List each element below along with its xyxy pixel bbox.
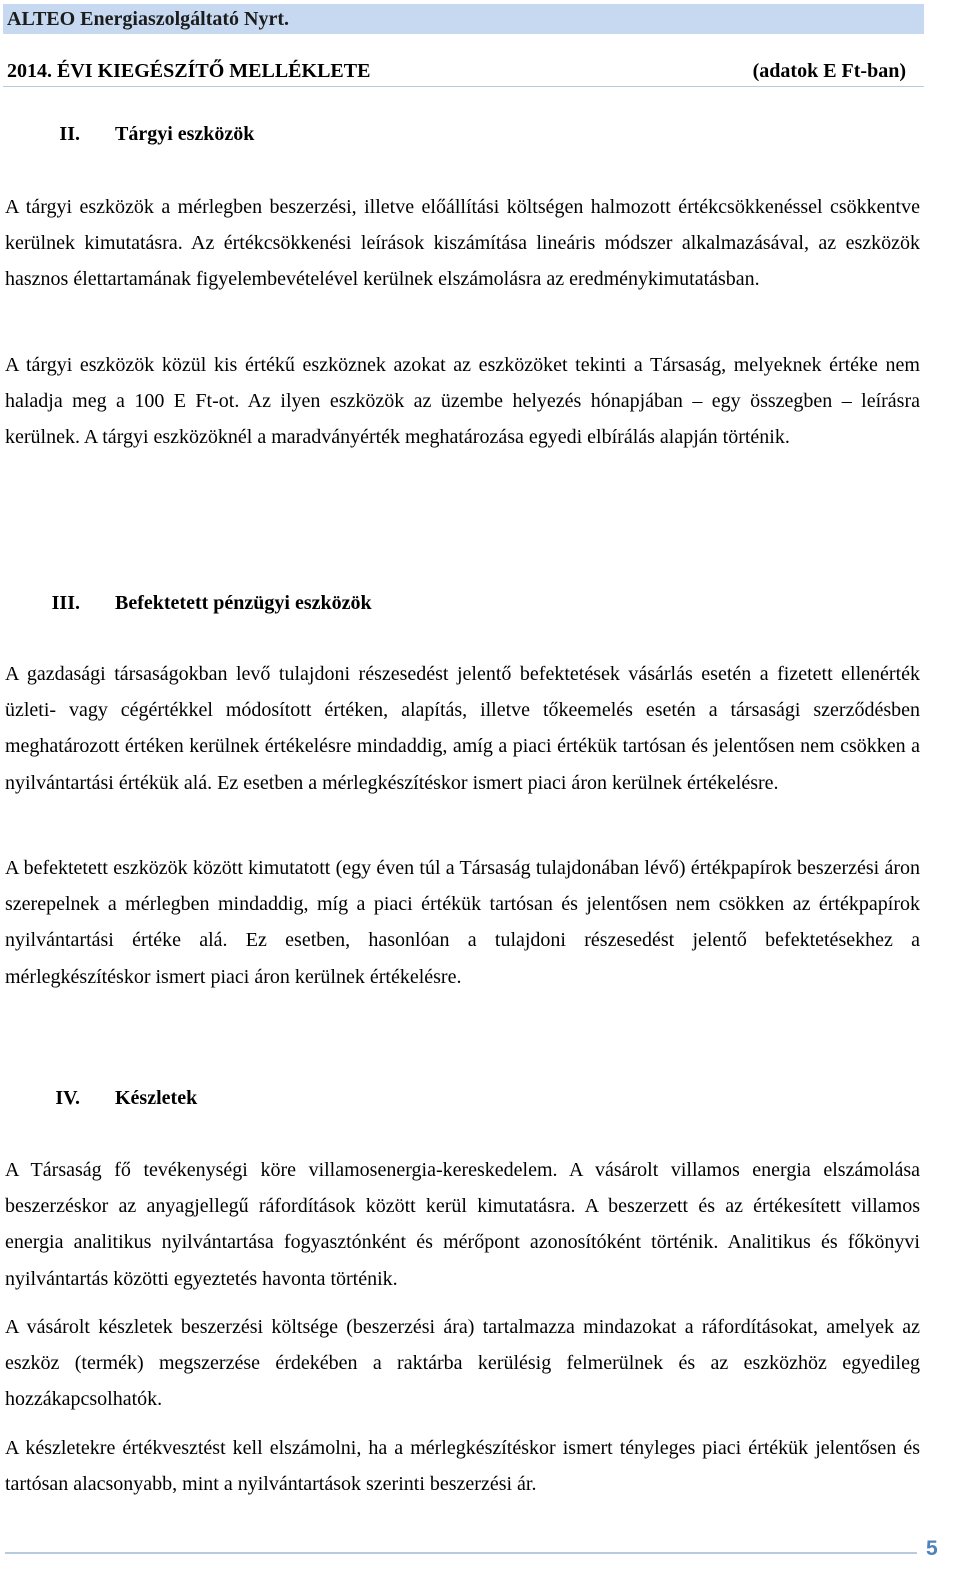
section-heading-iv [5, 1085, 915, 1111]
unit-note: (adatok E Ft-ban) [752, 60, 906, 82]
company-header: ALTEO Energiaszolgáltató Nyrt. [3, 4, 924, 34]
paragraph: A tárgyi eszközök közül kis értékű eszköznek azokat az eszközöket tekinti a Társaság, melyeknek értéke nem haladja meg a 100 E Ft-ot. Az ilyen eszközök az üzembe helyezés hónapjában – egy összegben – leírásra kerülnek. A tárgyi eszközöknél a maradványérték meghatározása egyedi elbírálás alapján történik. [5, 354, 920, 449]
section-number: II. [59, 123, 80, 145]
page-number: 5 [926, 1537, 938, 1560]
paragraph: A befektetett eszközök között kimutatott (egy éven túl a Társaság tulajdonában lévő) értékpapírok beszerzési áron szerepelnek a mérlegben mindaddig, míg a piaci értékük tartósan és jelentősen nem csökken az értékpapírok nyilvántartási értéke alá. Ez esetben, hasonlóan a tulajdoni részesedést jelentő befektetésekhez a mérlegkészítéskor ismert piaci áron kerülnek értékelésre. [5, 857, 920, 988]
paragraph: A vásárolt készletek beszerzési költsége (beszerzési ára) tartalmazza mindazokat a ráfordításokat, amelyek az eszköz (termék) megszerzése érdekében a raktárba kerülésig felmerülnek és az eszközhöz egyedileg hozzákapcsolhatók. [5, 1316, 920, 1411]
section-number: IV. [55, 1087, 80, 1109]
paragraph: A Társaság fő tevékenységi köre villamosenergia-kereskedelem. A vásárolt villamos energia elszámolása beszerzéskor az anyagjellegű ráfordítások között kerül kimutatásra. A beszerzett és az értékesített villamos energia analitikus nyilvántartása fogyasztónként és mérőpont azonosítóként történik. Analitikus és főkönyvi nyilvántartás közötti egyeztetés havonta történik. [5, 1159, 920, 1290]
section-title: Készletek [115, 1087, 198, 1109]
footer-divider [5, 1552, 917, 1554]
report-title: 2014. ÉVI KIEGÉSZÍTŐ MELLÉKLETE [7, 60, 371, 82]
section-heading-iii [5, 590, 915, 616]
report-header [3, 55, 924, 87]
section-title: Tárgyi eszközök [115, 123, 255, 145]
paragraph: A tárgyi eszközök a mérlegben beszerzési, illetve előállítási költségen halmozott értékcsökkenéssel csökkentve kerülnek kimutatásra. Az értékcsökkenési leírások kiszámítása lineáris módszer alkalmazásával, az eszközök hasznos élettartamának figyelembevételével kerülnek elszámolásra az eredménykimutatásban. [5, 196, 920, 291]
section-title: Befektetett pénzügyi eszközök [115, 592, 372, 614]
paragraph: A gazdasági társaságokban levő tulajdoni részesedést jelentő befektetések vásárlás esetén a fizetett ellenérték üzleti- vagy cégértékkel módosított értéken, alapítás, illetve tőkeemelés esetén a társasági szerződésben meghatározott értéken kerülnek értékelésre mindaddig, amíg a piaci értékük tartósan és jelentősen nem csökken a nyilvántartási értékük alá. Ez esetben a mérlegkészítéskor ismert piaci áron kerülnek értékelésre. [5, 663, 920, 794]
section-number: III. [51, 592, 80, 614]
section-heading-ii [5, 121, 915, 147]
paragraph: A készletekre értékvesztést kell elszámolni, ha a mérlegkészítéskor ismert tényleges piaci értékük jelentősen és tartósan alacsonyabb, mint a nyilvántartások szerinti beszerzési ár. [5, 1437, 920, 1496]
